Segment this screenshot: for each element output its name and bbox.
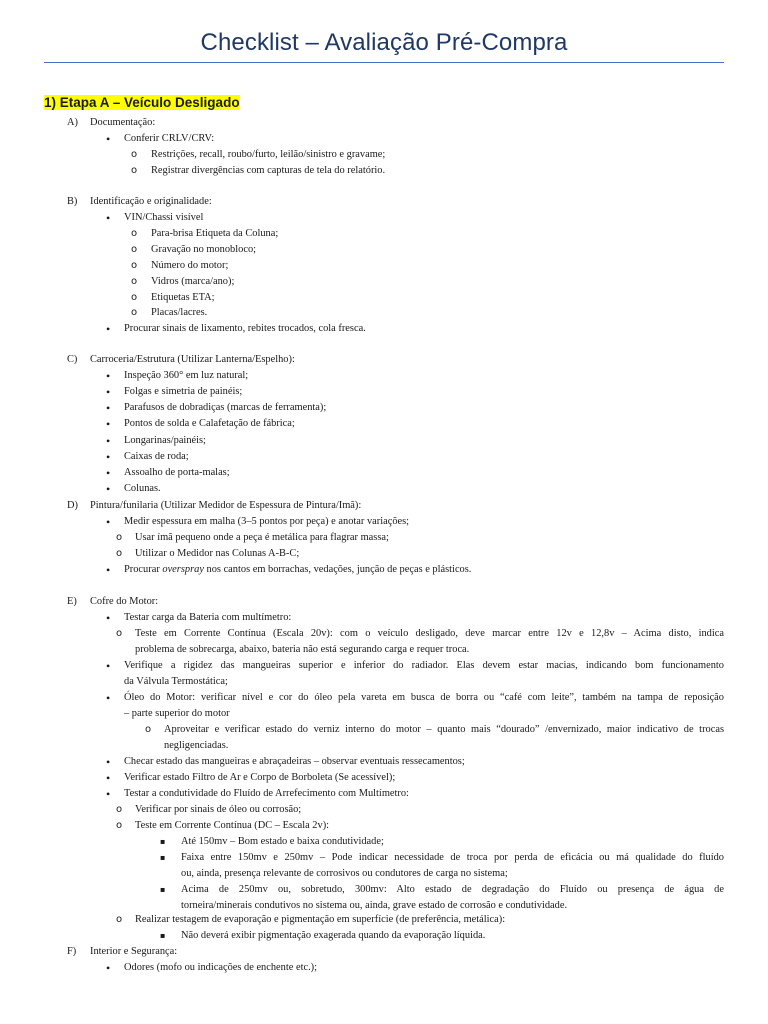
list-item: Óleo do Motor: verificar nível e cor do óleo pela vareta em busca de borra ou “café com leite”, também na tampa de reposição (124, 692, 724, 703)
square-marker: ▪ (160, 837, 166, 846)
list-item: Acima de 250mv ou, sobretudo, 300mv: Alto estado de degradação do Fluído ou presença de água de (181, 884, 724, 895)
circle-marker: o (131, 165, 138, 176)
list-item: Realizar testagem de evaporação e pigmentação em superfície (de preferência, metálica): (135, 914, 506, 925)
list-item: Pontos de solda e Calafetação de fábrica; (124, 418, 295, 429)
bullet-marker: • (106, 755, 111, 769)
emphasized-term: overspray (162, 564, 204, 575)
section-heading (44, 94, 240, 111)
list-item: VIN/Chassi visível (124, 212, 204, 223)
bullet-marker: • (106, 466, 111, 480)
list-item: Assoalho de porta-malas; (124, 467, 230, 478)
list-item: Para-brisa Etiqueta da Coluna; (151, 228, 279, 239)
list-item: Utilizar o Medidor nas Colunas A-B-C; (135, 548, 300, 559)
list-item-text: nos cantos em borrachas, vedações, junção de peças e plásticos. (203, 564, 472, 575)
list-item: Inspeção 360° em luz natural; (124, 370, 249, 381)
circle-marker: o (131, 228, 138, 239)
bullet-marker: • (106, 691, 111, 705)
list-item-continuation: negligenciadas. (164, 740, 229, 751)
list-item: Conferir CRLV/CRV: (124, 133, 215, 144)
section-c-label: Carroceria/Estrutura (Utilizar Lanterna/Espelho): (90, 354, 295, 365)
section-heading-text: 1) Etapa A – Veículo Desligado (44, 95, 240, 110)
section-b-label: Identificação e originalidade: (90, 196, 212, 207)
section-f-label: Interior e Segurança: (90, 946, 178, 957)
bullet-marker: • (106, 787, 111, 801)
list-item: Não deverá exibir pigmentação exagerada quando da evaporação líquida. (181, 930, 486, 941)
list-item: Restrições, recall, roubo/furto, leilão/sinistro e gravame; (151, 149, 386, 160)
bullet-marker: • (106, 385, 111, 399)
section-letter-a: A) (67, 117, 78, 128)
list-item: Parafusos de dobradiças (marcas de ferramenta); (124, 402, 327, 413)
list-item: Caixas de roda; (124, 451, 189, 462)
square-marker: ▪ (160, 885, 166, 894)
circle-marker: o (131, 244, 138, 255)
circle-marker: o (116, 548, 123, 559)
list-item: Etiquetas ETA; (151, 292, 215, 303)
list-item: Usar ímã pequeno onde a peça é metálica para flagrar massa; (135, 532, 389, 543)
circle-marker: o (116, 628, 123, 639)
circle-marker: o (116, 532, 123, 543)
bullet-marker: • (106, 322, 111, 336)
list-item: Verificar estado Filtro de Ar e Corpo de Borboleta (Se acessível); (124, 772, 396, 783)
list-item: Teste em Corrente Contínua (DC – Escala 2v): (135, 820, 330, 831)
list-item-continuation: – parte superior do motor (124, 708, 230, 719)
section-letter-d: D) (67, 500, 78, 511)
list-item: Testar a condutividade do Fluído de Arrefecimento com Multímetro: (124, 788, 409, 799)
circle-marker: o (131, 149, 138, 160)
list-item-continuation: ou, ainda, presença relevante de corrosivos ou condutores de carga no sistema; (181, 868, 508, 879)
list-item: Teste em Corrente Contínua (Escala 20v): com o veículo desligado, deve marcar entre 12v e 12,8v – Acima disto, indica (135, 628, 724, 639)
bullet-marker: • (106, 961, 111, 975)
circle-marker: o (116, 804, 123, 815)
list-item: Medir espessura em malha (3–5 pontos por peça) e anotar variações; (124, 516, 410, 527)
bullet-marker: • (106, 563, 111, 577)
section-letter-f: F) (67, 946, 77, 957)
list-item (124, 562, 471, 578)
circle-marker: o (131, 260, 138, 271)
bullet-marker: • (106, 434, 111, 448)
bullet-marker: • (106, 369, 111, 383)
list-item: Odores (mofo ou indicações de enchente etc.); (124, 962, 318, 973)
bullet-marker: • (106, 482, 111, 496)
section-e-label: Cofre do Motor: (90, 596, 159, 607)
list-item: Registrar divergências com capturas de tela do relatório. (151, 165, 386, 176)
bullet-marker: • (106, 211, 111, 225)
title-underline (44, 62, 724, 63)
bullet-marker: • (106, 417, 111, 431)
bullet-marker: • (106, 515, 111, 529)
list-item: Folgas e simetria de painéis; (124, 386, 243, 397)
section-d-label: Pintura/funilaria (Utilizar Medidor de Espessura de Pintura/Imã): (90, 500, 362, 511)
section-a-label: Documentação: (90, 117, 156, 128)
list-item: Gravação no monobloco; (151, 244, 257, 255)
circle-marker: o (131, 292, 138, 303)
circle-marker: o (131, 276, 138, 287)
list-item-continuation: torneira/minerais condutivos no sistema ou, ainda, grave estado de corrosão e condutividade. (181, 900, 568, 911)
list-item: Aproveitar e verificar estado do verniz interno do motor – quanto mais “dourado” /envernizado, maior indicativo de trocas (164, 724, 724, 735)
section-letter-e: E) (67, 596, 77, 607)
list-item: Até 150mv – Bom estado e baixa condutividade; (181, 836, 384, 847)
page-title: Checklist – Avaliação Pré-Compra (200, 29, 568, 56)
square-marker: ▪ (160, 853, 166, 862)
list-item: Testar carga da Bateria com multímetro: (124, 612, 292, 623)
list-item: Número do motor; (151, 260, 229, 271)
list-item: Longarinas/painéis; (124, 435, 206, 446)
list-item: Colunas. (124, 483, 161, 494)
list-item: Procurar sinais de lixamento, rebites trocados, cola fresca. (124, 323, 366, 334)
bullet-marker: • (106, 450, 111, 464)
bullet-marker: • (106, 132, 111, 146)
section-letter-b: B) (67, 196, 78, 207)
bullet-marker: • (106, 659, 111, 673)
list-item: Faixa entre 150mv e 250mv – Pode indicar necessidade de troca por perda de eficácia ou má qualidade do fluído (181, 852, 724, 863)
circle-marker: o (116, 914, 123, 925)
list-item-continuation: problema de sobrecarga, abaixo, bateria não está segurando carga e requer troca. (135, 644, 470, 655)
circle-marker: o (116, 820, 123, 831)
circle-marker: o (131, 307, 138, 318)
list-item-text: Procurar (124, 564, 163, 575)
square-marker: ▪ (160, 931, 166, 940)
circle-marker: o (145, 724, 152, 735)
list-item: Verifique a rigidez das mangueiras superior e inferior do radiador. Elas devem estar macias, indicando bom funcionamento (124, 660, 724, 671)
list-item: Placas/lacres. (151, 307, 208, 318)
section-letter-c: C) (67, 354, 78, 365)
bullet-marker: • (106, 611, 111, 625)
list-item-continuation: da Válvula Termostática; (124, 676, 228, 687)
bullet-marker: • (106, 771, 111, 785)
list-item: Vidros (marca/ano); (151, 276, 235, 287)
bullet-marker: • (106, 401, 111, 415)
list-item: Checar estado das mangueiras e abraçadeiras – observar eventuais ressecamentos; (124, 756, 465, 767)
list-item: Verificar por sinais de óleo ou corrosão; (135, 804, 302, 815)
